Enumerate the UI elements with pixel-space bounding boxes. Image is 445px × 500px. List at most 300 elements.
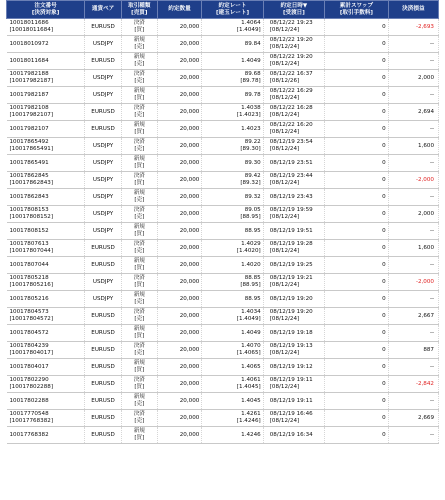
- currency-pair: USDJPY: [92, 193, 114, 200]
- order-number: 10017770548: [9, 411, 49, 417]
- trade-type: 決済: [133, 241, 145, 247]
- swap-amount: 0: [382, 278, 386, 285]
- pair-cell: [85, 121, 122, 138]
- execution-rate: 88.95: [244, 227, 261, 234]
- header-label: 取引種類: [128, 2, 151, 9]
- order-cell: [7, 291, 85, 308]
- trade-side: [売]: [134, 350, 145, 356]
- execution-datetime: 08/12/19 19:51: [269, 227, 313, 234]
- swap-amount: 0: [382, 312, 386, 319]
- type-cell: [121, 325, 157, 342]
- pnl-amount: --: [429, 91, 434, 98]
- order-number: 10017982188: [9, 71, 49, 77]
- trade-side: [買]: [134, 27, 145, 33]
- currency-pair: EURUSD: [91, 397, 115, 404]
- currency-pair: USDJPY: [92, 278, 114, 285]
- type-cell: [121, 240, 157, 257]
- trade-side: [売]: [134, 316, 145, 322]
- pair-cell: [85, 206, 122, 223]
- trade-type: 新規: [133, 156, 145, 162]
- table-row: [7, 325, 439, 342]
- header-label: 約定数量: [168, 6, 191, 12]
- pnl-cell: [388, 53, 438, 70]
- trade-type: 決済: [133, 173, 145, 179]
- quantity-cell: [157, 325, 202, 342]
- datetime-cell: [263, 223, 324, 240]
- settlement-date: [08/12/24]: [269, 112, 300, 118]
- quantity: 20,000: [179, 23, 200, 30]
- datetime-cell: [263, 19, 324, 36]
- table-row: [7, 155, 439, 172]
- header-label: 約定レート: [218, 2, 247, 9]
- order-cell: [7, 376, 85, 393]
- pair-cell: [85, 223, 122, 240]
- execution-rate: 88.95: [244, 295, 261, 302]
- swap-amount: 0: [382, 363, 386, 370]
- datetime-cell: [263, 274, 324, 291]
- quantity-cell: [157, 359, 202, 376]
- datetime-header[interactable]: [263, 1, 324, 19]
- pnl-cell: [388, 155, 438, 172]
- order-number: 10017982108: [9, 105, 49, 111]
- type-cell: [121, 53, 157, 70]
- order-cell: [7, 410, 85, 427]
- order-cell: [7, 308, 85, 325]
- quantity-cell: [157, 291, 202, 308]
- pnl-cell: [388, 121, 438, 138]
- swap-cell: [325, 53, 389, 70]
- pnl-cell: [388, 359, 438, 376]
- currency-pair: USDJPY: [92, 176, 114, 183]
- header-label: 通貨ペア: [91, 6, 115, 12]
- execution-datetime: 08/12/19 19:13: [269, 343, 313, 349]
- execution-rate: 1.4246: [241, 431, 261, 438]
- datetime-cell: [263, 121, 324, 138]
- table-row: [7, 121, 439, 138]
- datetime-cell: [263, 257, 324, 274]
- execution-datetime: 08/12/22 16:20: [269, 122, 313, 128]
- trade-side: [売]: [134, 197, 145, 203]
- order-cell: [7, 189, 85, 206]
- trade-type: 新規: [133, 122, 145, 128]
- execution-datetime: 08/12/19 19:20: [269, 295, 313, 302]
- execution-rate: 89.30: [244, 159, 261, 166]
- order-cell: [7, 342, 85, 359]
- pnl-amount: 2,694: [417, 108, 434, 115]
- header-sublabel: [受渡日]: [282, 9, 305, 16]
- rate-cell: [202, 172, 263, 189]
- pair-cell: [85, 376, 122, 393]
- rate-cell: [202, 274, 263, 291]
- execution-rate: 1.4261: [241, 411, 261, 417]
- pnl-cell: [388, 172, 438, 189]
- position-rate: [89.30]: [240, 146, 261, 152]
- rate-cell: [202, 206, 263, 223]
- trade-type: 決済: [133, 411, 145, 417]
- swap-amount: 0: [382, 431, 386, 438]
- pnl-amount: 1,600: [417, 244, 434, 251]
- trade-type: 新規: [133, 88, 145, 94]
- pnl-cell: [388, 36, 438, 53]
- table-row: [7, 410, 439, 427]
- pnl-cell: [388, 240, 438, 257]
- order-number: 10017808153: [9, 207, 49, 213]
- swap-cell: [325, 240, 389, 257]
- position-rate: [1.4065]: [236, 350, 261, 356]
- pair-cell: [85, 410, 122, 427]
- quantity-cell: [157, 36, 202, 53]
- swap-cell: [325, 291, 389, 308]
- order-number: 10017804017: [9, 363, 49, 370]
- quantity-cell: [157, 121, 202, 138]
- quantity: 20,000: [179, 142, 200, 149]
- execution-rate: 1.4038: [241, 105, 261, 111]
- pnl-cell: [388, 138, 438, 155]
- settlement-target: [10017808152]: [9, 214, 54, 220]
- position-rate: [1.4020]: [236, 248, 261, 254]
- type-cell: [121, 308, 157, 325]
- rate-cell: [202, 257, 263, 274]
- datetime-cell: [263, 393, 324, 410]
- order-number: 10017865492: [9, 139, 49, 145]
- trade-side: [売]: [134, 44, 145, 50]
- pair-cell: [85, 342, 122, 359]
- type-cell: [121, 257, 157, 274]
- pnl-amount: --: [429, 57, 434, 64]
- pair-cell: [85, 19, 122, 36]
- pnl-cell: [388, 87, 438, 104]
- trade-type: 決済: [133, 207, 145, 213]
- datetime-cell: [263, 240, 324, 257]
- pnl-cell: [388, 19, 438, 36]
- swap-amount: 0: [382, 91, 386, 98]
- swap-cell: [325, 172, 389, 189]
- swap-cell: [325, 427, 389, 444]
- position-rate: [1.4049]: [236, 27, 261, 33]
- table-row: [7, 308, 439, 325]
- pair-cell: [85, 138, 122, 155]
- order-number: 10017804239: [9, 343, 49, 349]
- table-body: [7, 19, 439, 444]
- rate-cell: [202, 342, 263, 359]
- swap-cell: [325, 308, 389, 325]
- pnl-amount: --: [429, 431, 434, 438]
- trade-side: [売]: [134, 401, 145, 407]
- trade-type: 決済: [133, 275, 145, 281]
- execution-datetime: 08/12/19 19:11: [269, 377, 313, 383]
- pair-cell: [85, 155, 122, 172]
- quantity-cell: [157, 223, 202, 240]
- trade-history-sheet: [6, 0, 439, 444]
- pnl-header: [388, 1, 438, 19]
- rate-cell: [202, 121, 263, 138]
- quantity: 20,000: [179, 91, 200, 98]
- quantity: 20,000: [179, 346, 200, 353]
- order-cell: [7, 240, 85, 257]
- quantity-cell: [157, 155, 202, 172]
- quantity: 20,000: [179, 244, 200, 251]
- swap-amount: 0: [382, 329, 386, 336]
- datetime-cell: [263, 308, 324, 325]
- trade-side: [買]: [134, 265, 145, 271]
- swap-amount: 0: [382, 261, 386, 268]
- pair-cell: [85, 308, 122, 325]
- pnl-amount: 2,669: [417, 414, 434, 421]
- pair-cell: [85, 104, 122, 121]
- rate-cell: [202, 19, 263, 36]
- header-sublabel: [取引手数料]: [339, 9, 373, 16]
- type-cell: [121, 87, 157, 104]
- trade-side: [買]: [134, 333, 145, 339]
- quantity: 20,000: [179, 380, 200, 387]
- currency-pair: USDJPY: [92, 74, 114, 81]
- table-row: [7, 274, 439, 291]
- execution-datetime: 08/12/19 19:12: [269, 363, 313, 370]
- pair-cell: [85, 240, 122, 257]
- table-row: [7, 70, 439, 87]
- trade-side: [買]: [134, 384, 145, 390]
- rate-header: [202, 1, 263, 19]
- quantity-cell: [157, 138, 202, 155]
- type-cell: [121, 121, 157, 138]
- execution-datetime: 08/12/22 19:20: [269, 54, 313, 60]
- header-label: 約定日時▼: [280, 2, 308, 9]
- quantity-cell: [157, 172, 202, 189]
- rate-cell: [202, 359, 263, 376]
- quantity: 20,000: [179, 40, 200, 47]
- swap-amount: 0: [382, 108, 386, 115]
- pair-cell: [85, 70, 122, 87]
- execution-datetime: 08/12/22 19:23: [269, 20, 313, 26]
- header-sublabel: [決済対象]: [31, 9, 60, 16]
- swap-amount: 0: [382, 193, 386, 200]
- settlement-target: [10017768382]: [9, 418, 54, 424]
- settlement-date: [08/12/24]: [269, 418, 300, 424]
- type-cell: [121, 19, 157, 36]
- execution-datetime: 08/12/22 16:29: [269, 88, 313, 94]
- trade-side: [買]: [134, 180, 145, 186]
- execution-rate: 1.4049: [241, 57, 261, 64]
- pair-cell: [85, 291, 122, 308]
- execution-datetime: 08/12/19 19:20: [269, 309, 313, 315]
- trade-side: [売]: [134, 146, 145, 152]
- order-cell: [7, 104, 85, 121]
- settlement-target: [10018011684]: [9, 27, 54, 33]
- header-label: 注文番号: [34, 2, 57, 9]
- order-number: 10017862843: [9, 193, 49, 200]
- type-cell: [121, 393, 157, 410]
- trade-type: 新規: [133, 292, 145, 298]
- settlement-target: [10017802288]: [9, 384, 54, 390]
- pnl-amount: --: [429, 159, 434, 166]
- pnl-amount: --: [429, 125, 434, 132]
- table-row: [7, 19, 439, 36]
- execution-rate: 1.4064: [241, 20, 261, 26]
- datetime-cell: [263, 70, 324, 87]
- trade-side: [売]: [134, 61, 145, 67]
- trade-side: [買]: [134, 367, 145, 373]
- order-number: 10017862845: [9, 173, 49, 179]
- pnl-cell: [388, 427, 438, 444]
- quantity-cell: [157, 257, 202, 274]
- type-cell: [121, 104, 157, 121]
- settlement-target: [10017804017]: [9, 350, 54, 356]
- trade-side: [買]: [134, 282, 145, 288]
- position-rate: [89.78]: [240, 78, 261, 84]
- trade-type: 新規: [133, 326, 145, 332]
- swap-cell: [325, 359, 389, 376]
- currency-pair-header: [85, 1, 122, 19]
- pnl-amount: 2,667: [417, 312, 434, 319]
- pnl-cell: [388, 189, 438, 206]
- order-number: 10017804572: [9, 329, 49, 336]
- execution-rate: 89.68: [244, 71, 261, 77]
- table-row: [7, 87, 439, 104]
- execution-rate: 1.4029: [241, 241, 261, 247]
- quantity: 20,000: [179, 414, 200, 421]
- trade-type: 新規: [133, 224, 145, 230]
- execution-rate: 1.4065: [241, 363, 261, 370]
- currency-pair: EURUSD: [91, 57, 115, 64]
- currency-pair: EURUSD: [91, 23, 115, 30]
- swap-amount: 0: [382, 40, 386, 47]
- trade-side: [売]: [134, 78, 145, 84]
- swap-cell: [325, 342, 389, 359]
- table-row: [7, 240, 439, 257]
- position-rate: [88.95]: [240, 282, 261, 288]
- header-sublabel: [建玉レート]: [215, 9, 250, 16]
- datetime-cell: [263, 172, 324, 189]
- execution-rate: 89.84: [244, 40, 261, 47]
- currency-pair: USDJPY: [92, 210, 114, 217]
- execution-rate: 1.4020: [241, 261, 261, 268]
- settlement-date: [08/12/24]: [269, 350, 300, 356]
- swap-cell: [325, 257, 389, 274]
- execution-datetime: 08/12/19 19:59: [269, 207, 313, 213]
- currency-pair: EURUSD: [91, 363, 115, 370]
- execution-rate: 1.4034: [241, 309, 261, 315]
- currency-pair: EURUSD: [91, 329, 115, 336]
- pair-cell: [85, 427, 122, 444]
- currency-pair: EURUSD: [91, 244, 115, 251]
- trade-side: [売]: [134, 214, 145, 220]
- table-row: [7, 206, 439, 223]
- pnl-amount: 1,600: [417, 142, 434, 149]
- type-cell: [121, 274, 157, 291]
- swap-amount: 0: [382, 176, 386, 183]
- type-cell: [121, 206, 157, 223]
- settlement-date: [08/12/26]: [269, 78, 300, 84]
- pnl-cell: [388, 274, 438, 291]
- swap-cell: [325, 36, 389, 53]
- type-cell: [121, 342, 157, 359]
- execution-rate: 1.4049: [241, 329, 261, 336]
- swap-amount: 0: [382, 227, 386, 234]
- quantity-cell: [157, 206, 202, 223]
- pair-cell: [85, 325, 122, 342]
- order-number: 10017807613: [9, 241, 49, 247]
- table-row: [7, 36, 439, 53]
- currency-pair: EURUSD: [91, 108, 115, 115]
- settlement-target: [10017982187]: [9, 78, 54, 84]
- trade-type: 新規: [133, 190, 145, 196]
- order-cell: [7, 325, 85, 342]
- trade-side: [売]: [134, 248, 145, 254]
- order-cell: [7, 53, 85, 70]
- currency-pair: EURUSD: [91, 414, 115, 421]
- pair-cell: [85, 53, 122, 70]
- swap-cell: [325, 206, 389, 223]
- table-row: [7, 393, 439, 410]
- quantity-cell: [157, 70, 202, 87]
- quantity: 20,000: [179, 312, 200, 319]
- execution-datetime: 08/12/19 19:28: [269, 241, 313, 247]
- pnl-cell: [388, 257, 438, 274]
- execution-datetime: 08/12/19 19:21: [269, 275, 313, 281]
- rate-cell: [202, 325, 263, 342]
- currency-pair: USDJPY: [92, 227, 114, 234]
- order-number-header: [7, 1, 85, 19]
- order-cell: [7, 206, 85, 223]
- settlement-target: [10017807044]: [9, 248, 54, 254]
- pair-cell: [85, 359, 122, 376]
- datetime-cell: [263, 410, 324, 427]
- order-cell: [7, 138, 85, 155]
- execution-datetime: 08/12/19 16:34: [269, 431, 313, 438]
- settlement-date: [08/12/24]: [269, 129, 300, 135]
- order-cell: [7, 87, 85, 104]
- currency-pair: USDJPY: [92, 295, 114, 302]
- execution-datetime: 08/12/19 19:18: [269, 329, 313, 336]
- rate-cell: [202, 223, 263, 240]
- currency-pair: USDJPY: [92, 91, 114, 98]
- order-cell: [7, 155, 85, 172]
- quantity: 20,000: [179, 108, 200, 115]
- trade-type: 新規: [133, 54, 145, 60]
- table-row: [7, 257, 439, 274]
- swap-cell: [325, 223, 389, 240]
- order-number: 10017804573: [9, 309, 49, 315]
- quantity: 20,000: [179, 210, 200, 217]
- quantity-header: [157, 1, 202, 19]
- rate-cell: [202, 36, 263, 53]
- quantity: 20,000: [179, 176, 200, 183]
- datetime-cell: [263, 325, 324, 342]
- execution-datetime: 08/12/19 23:54: [269, 139, 313, 145]
- header-sublabel: [売買]: [131, 9, 148, 16]
- position-rate: [1.4045]: [236, 384, 261, 390]
- order-cell: [7, 257, 85, 274]
- table-row: [7, 53, 439, 70]
- quantity: 20,000: [179, 159, 200, 166]
- table-row: [7, 189, 439, 206]
- quantity: 20,000: [179, 74, 200, 81]
- quantity-cell: [157, 53, 202, 70]
- settlement-target: [10017805216]: [9, 282, 54, 288]
- swap-cell: [325, 104, 389, 121]
- quantity-cell: [157, 240, 202, 257]
- pnl-amount: 2,000: [417, 74, 434, 81]
- quantity: 20,000: [179, 227, 200, 234]
- order-number: 10018010972: [9, 40, 49, 47]
- trade-type: 新規: [133, 258, 145, 264]
- execution-datetime: 08/12/22 16:37: [269, 71, 313, 77]
- datetime-cell: [263, 427, 324, 444]
- currency-pair: EURUSD: [91, 261, 115, 268]
- rate-cell: [202, 87, 263, 104]
- pnl-cell: [388, 410, 438, 427]
- order-number: 10017865491: [9, 159, 49, 166]
